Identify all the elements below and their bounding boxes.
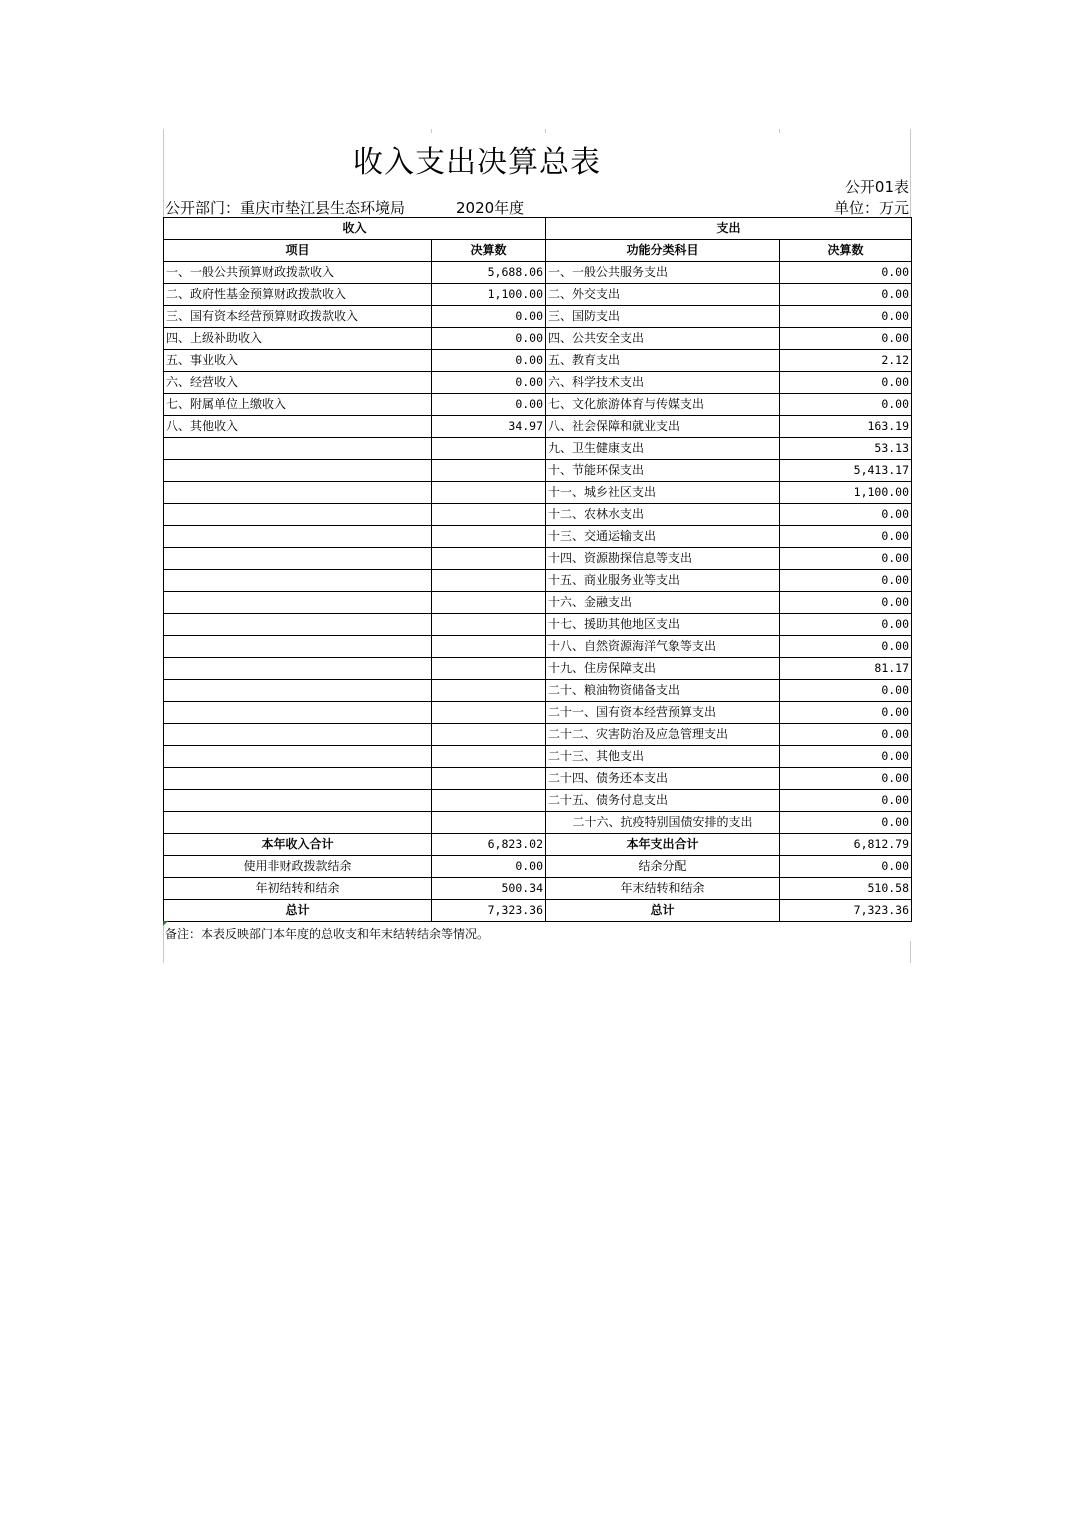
summary-income-label: 本年收入合计 [164,834,432,856]
expense-amount-cell: 53.13 [780,438,912,460]
summary-expense-amount: 510.58 [780,878,912,900]
table-row [164,592,912,614]
income-header: 收入 [164,218,546,240]
income-item-cell: 七、附属单位上缴收入 [164,394,432,416]
expense-header: 支出 [546,218,912,240]
income-amount-cell [432,438,546,460]
expense-amount-cell: 0.00 [780,284,912,306]
income-amount-cell: 0.00 [432,328,546,350]
income-amount-cell [432,768,546,790]
expense-amount-cell: 0.00 [780,636,912,658]
income-amount-cell [432,680,546,702]
income-amount-cell [432,658,546,680]
income-amount-cell [432,614,546,636]
income-item-cell [164,526,432,548]
income-item-cell [164,768,432,790]
income-item-cell: 五、事业收入 [164,350,432,372]
income-item-cell [164,658,432,680]
summary-expense-label: 本年支出合计 [546,834,780,856]
table-row [164,284,912,306]
expense-item-cell: 四、公共安全支出 [546,328,780,350]
table-row [164,372,912,394]
table-row [164,262,912,284]
expense-amount-cell: 163.19 [780,416,912,438]
income-item-cell: 二、政府性基金预算财政拨款收入 [164,284,432,306]
summary-income-label: 总计 [164,900,432,922]
expense-amount-cell: 0.00 [780,592,912,614]
table-row [164,680,912,702]
table-row [164,812,912,834]
expense-item-cell: 二十三、其他支出 [546,746,780,768]
expense-item-cell: 二十一、国有资本经营预算支出 [546,702,780,724]
expense-item-cell: 三、国防支出 [546,306,780,328]
income-item-cell: 八、其他收入 [164,416,432,438]
income-amount-cell: 0.00 [432,306,546,328]
income-amount-cell [432,790,546,812]
table-row [164,482,912,504]
expense-amount-cell: 0.00 [780,768,912,790]
expense-amount-cell: 0.00 [780,548,912,570]
expense-amount-cell: 0.00 [780,702,912,724]
income-amount-cell [432,460,546,482]
table-row [164,328,912,350]
summary-income-amount: 7,323.36 [432,900,546,922]
income-amount-cell: 0.00 [432,394,546,416]
summary-income-amount: 6,823.02 [432,834,546,856]
income-amount-cell [432,526,546,548]
expense-amount-cell: 2.12 [780,350,912,372]
income-amount-cell [432,570,546,592]
summary-row [164,900,912,922]
table-row [164,548,912,570]
table-row [164,416,912,438]
income-item-cell [164,548,432,570]
income-item-cell: 四、上级补助收入 [164,328,432,350]
income-amount-cell: 34.97 [432,416,546,438]
expense-amount-cell: 0.00 [780,504,912,526]
table-row [164,570,912,592]
form-code: 公开01表 [844,178,909,196]
table-row [164,746,912,768]
table-row [164,790,912,812]
summary-income-amount: 0.00 [432,856,546,878]
expense-amount-cell: 1,100.00 [780,482,912,504]
income-item-cell [164,460,432,482]
table-row [164,394,912,416]
expense-item-cell: 二十六、抗疫特别国债安排的支出 [546,812,780,834]
expense-amount-cell: 0.00 [780,746,912,768]
summary-income-label: 年初结转和结余 [164,878,432,900]
expense-amount-cell: 0.00 [780,394,912,416]
income-item-cell [164,680,432,702]
table-row [164,526,912,548]
expense-amount-cell: 81.17 [780,658,912,680]
income-item-cell [164,724,432,746]
income-item-cell [164,592,432,614]
income-item-cell [164,812,432,834]
income-amount-cell [432,548,546,570]
expense-amount-cell: 0.00 [780,680,912,702]
table-row [164,768,912,790]
income-amount-cell [432,702,546,724]
income-amount-cell [432,636,546,658]
expense-amount-cell: 0.00 [780,614,912,636]
expense-amount-cell: 0.00 [780,790,912,812]
expense-item-cell: 六、科学技术支出 [546,372,780,394]
income-item-cell: 三、国有资本经营预算财政拨款收入 [164,306,432,328]
income-amount-cell [432,812,546,834]
table-row [164,460,912,482]
income-item-cell: 一、一般公共预算财政拨款收入 [164,262,432,284]
page-title: 收入支出决算总表 [353,145,601,180]
expense-item-cell: 二十五、债务付息支出 [546,790,780,812]
summary-expense-label: 结余分配 [546,856,780,878]
income-item-cell [164,614,432,636]
expense-amount-cell: 0.00 [780,812,912,834]
expense-amount-cell: 0.00 [780,306,912,328]
grid-tick [779,129,780,133]
table-row [164,306,912,328]
summary-row [164,834,912,856]
table-row [164,636,912,658]
grid-tick [431,129,432,133]
income-item-cell [164,790,432,812]
expense-item-cell: 十五、商业服务业等支出 [546,570,780,592]
income-item-cell: 六、经营收入 [164,372,432,394]
expense-amount-cell: 0.00 [780,526,912,548]
income-amount-cell [432,746,546,768]
summary-expense-amount: 0.00 [780,856,912,878]
income-item-cell [164,746,432,768]
income-amount-cell: 0.00 [432,350,546,372]
expense-amount-cell: 0.00 [780,724,912,746]
summary-expense-label: 总计 [546,900,780,922]
year-label: 2020年度 [456,199,525,217]
summary-row [164,856,912,878]
table-row [164,724,912,746]
expense-item-cell: 八、社会保障和就业支出 [546,416,780,438]
income-amount-cell: 5,688.06 [432,262,546,284]
expense-item-cell: 十八、自然资源海洋气象等支出 [546,636,780,658]
department-label: 公开部门：重庆市垫江县生态环境局 [165,199,406,217]
income-amount-cell: 1,100.00 [432,284,546,306]
expense-item-cell: 十七、援助其他地区支出 [546,614,780,636]
table-row [164,702,912,724]
budget-sheet [163,129,911,963]
income-amount-cell [432,504,546,526]
column-header-row [164,240,912,262]
expense-item-cell: 十四、资源勘探信息等支出 [546,548,780,570]
income-item-cell [164,702,432,724]
sheet-edge [163,921,164,963]
income-item-cell [164,438,432,460]
expense-item-cell: 十一、城乡社区支出 [546,482,780,504]
sheet-edge [910,941,911,963]
income-amount-cell [432,592,546,614]
expense-item-cell: 十二、农林水支出 [546,504,780,526]
summary-expense-label: 年末结转和结余 [546,878,780,900]
expense-item-cell: 一、一般公共服务支出 [546,262,780,284]
expense-amount-cell: 5,413.17 [780,460,912,482]
income-item-cell [164,504,432,526]
income-item-cell [164,482,432,504]
expense-item-cell: 七、文化旅游体育与传媒支出 [546,394,780,416]
table-row [164,350,912,372]
income-item-cell [164,636,432,658]
income-amount-cell: 0.00 [432,372,546,394]
table-row [164,614,912,636]
expense-amount-cell: 0.00 [780,328,912,350]
function-item-header: 功能分类科目 [546,240,780,262]
expense-item-cell: 十三、交通运输支出 [546,526,780,548]
expense-item-cell: 九、卫生健康支出 [546,438,780,460]
section-header-row [164,218,912,240]
footnote: 备注：本表反映部门本年度的总收支和年末结转结余等情况。 [165,927,490,941]
summary-expense-amount: 6,812.79 [780,834,912,856]
summary-income-label: 使用非财政拨款结余 [164,856,432,878]
summary-expense-amount: 7,323.36 [780,900,912,922]
income-item-cell [164,570,432,592]
table-row [164,658,912,680]
expense-amount-cell: 0.00 [780,262,912,284]
table-row [164,438,912,460]
expense-item-cell: 十六、金融支出 [546,592,780,614]
grid-tick [545,129,546,133]
expense-item-cell: 十九、住房保障支出 [546,658,780,680]
budget-table [163,217,912,922]
summary-row [164,878,912,900]
expense-item-cell: 十、节能环保支出 [546,460,780,482]
expense-item-cell: 二十四、债务还本支出 [546,768,780,790]
amount-header-2: 决算数 [780,240,912,262]
unit-label: 单位：万元 [833,199,909,217]
item-header: 项目 [164,240,432,262]
expense-amount-cell: 0.00 [780,570,912,592]
expense-item-cell: 二、外交支出 [546,284,780,306]
income-amount-cell [432,482,546,504]
table-row [164,504,912,526]
expense-amount-cell: 0.00 [780,372,912,394]
summary-income-amount: 500.34 [432,878,546,900]
expense-item-cell: 二十二、灾害防治及应急管理支出 [546,724,780,746]
expense-item-cell: 五、教育支出 [546,350,780,372]
income-amount-cell [432,724,546,746]
amount-header: 决算数 [432,240,546,262]
expense-item-cell: 二十、粮油物资储备支出 [546,680,780,702]
